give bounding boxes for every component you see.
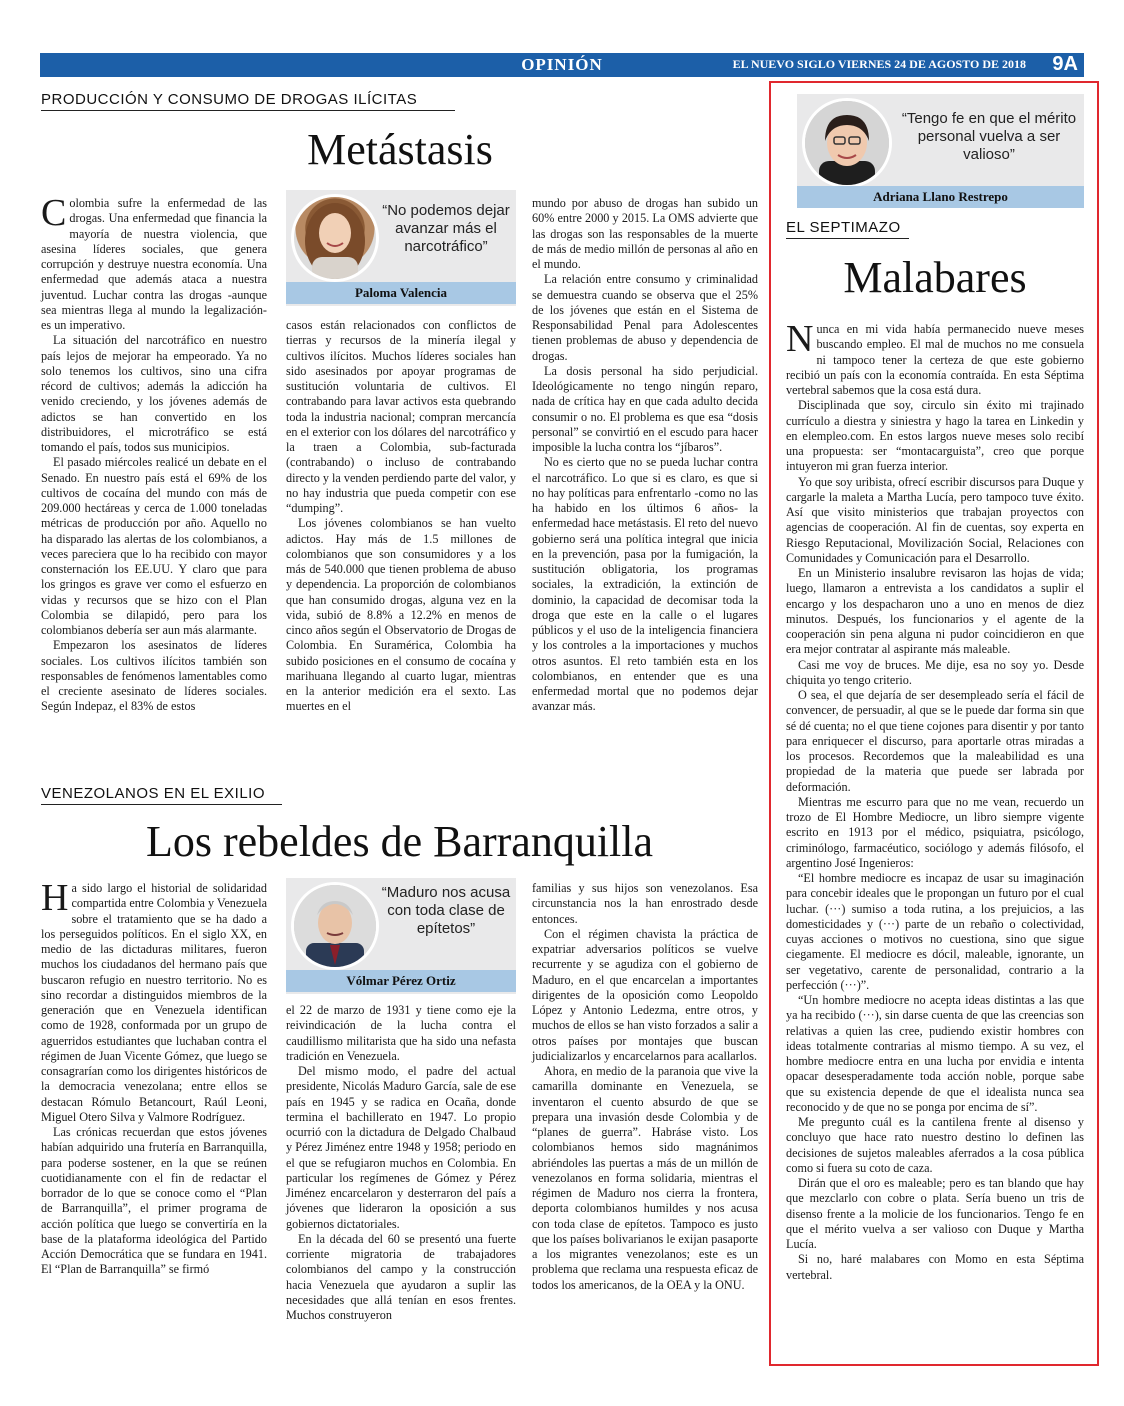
paragraph: La situación del narcotráfico en nuestro país lejos de mejorar ha empeorado. Ya no solo tenemos los cultivos, sino una cifra récord de cultivos; además la adicción ha venido creciendo, y los jóvenes además de adictos se han convertido en los distribuidores, el microtráfico se está tomando el país, todos sus municipios. xyxy=(41,333,267,454)
article1-kicker: PRODUCCIÓN Y CONSUMO DE DROGAS ILÍCITAS xyxy=(41,91,418,108)
paragraph: Yo que soy uribista, ofrecí escribir discursos para Duque y cargarle la maleta a Martha Lucía, pero tampoco tuve éxito. Así que visito ministerios que trabajan proyectos con agencias de cooperación. Al fin de cuentas, soy experta en Riesgo Reputacional, Movilización Social, Relaciones con Comunidades y Comunicación para el Desarrollo. xyxy=(786,474,1084,565)
paragraph: “Un hombre mediocre no acepta ideas distintas a las que ya ha recibido (···), sin darse cuenta de que las creencias son relativas a quien las cree, pudiendo existir hombres con ideas totalmente contrarias al mismo tiempo. A su vez, el hombre mediocre entra en una lucha por envidia e intenta opacar desesperadamente toda acción noble, porque sabe que su existencia depende de que el idealista nunca sea reconocido y de que no se ponga por encima de sí”. xyxy=(786,993,1084,1114)
article2-kicker: VENEZOLANOS EN EL EXILIO xyxy=(41,785,266,802)
paragraph: Casi me voy de bruces. Me dije, esa no soy yo. Desde chiquita yo tengo criterio. xyxy=(786,657,1084,687)
article3-headline: Malabares xyxy=(843,253,1027,302)
paragraph: familias y sus hijos son venezolanos. Esa circunstancia nos la han enrostrado desde entonces. xyxy=(532,881,758,926)
kicker-underline xyxy=(41,804,282,805)
paragraph: Si no, haré malabares con Momo en esta Séptima vertebral. xyxy=(786,1252,1084,1282)
paragraph: casos están relacionados con conflictos de tierras y recursos de la minería ilegal y cultivos ilícitos. Muchos líderes sociales han sido asesinados por apoyar programas de sustitución voluntaria de cultivos. El contrabando para lavar activos esta quebrando toda la industria nacional; compran mercancía en el exterior con los dólares del narcotráfico y la traen a Colombia, sub-facturada (contrabando) o incluso de contrabando directo y la venden perdiendo parte del valor, y no hay industria que pueda competir con ese “dumping”. xyxy=(286,318,516,515)
paragraph: Mientras me escurro para que no me vean, recuerdo un trozo de El Hombre Mediocre, un libro siempre vigente escrito en 1913 por el médico, psiquiatra, psicólogo, criminólogo, farmacéutico, sociólogo y además filósofo, el argentino José Ingenieros: xyxy=(786,794,1084,870)
dateline: EL NUEVO SIGLO VIERNES 24 DE AGOSTO DE 2018 xyxy=(732,57,1026,71)
paragraph: Disciplinada que soy, circulo sin éxito mi trajinado currículo a diestra y siniestra y hago la tarea en Linkedin y en elempleo.com. En estos largos nueve meses solo recibí una propuesta: ser “montacarguista”, creo que porque intuyeron mi gran fuerza interior. xyxy=(786,398,1084,474)
portrait-image xyxy=(294,197,376,279)
paragraph: a sido largo el historial de solidaridad compartida entre Colombia y Venezuela sobre el tratamiento que se ha dado a los perseguidos políticos. En el siglo XX, en medio de las dictaduras militares, fueron muchos los ciudadanos del hermano país que buscaron refugio en nuestro territorio. No es sino recordar a distinguidos miembros de la generación que en Venezuela identifican como de 1928, conformada por un grupo de aguerridos estudiantes que luchaban contra el régimen de Juan Vicente Gómez, que luego se consagrarían como los dirigentes históricos de la democracia venezolana; entre ellos se destacan Rómulo Betancourt, Raúl Leoni, Miguel Otero Silva y Valmore Rodríguez. xyxy=(41,881,267,1124)
portrait-image xyxy=(805,101,889,185)
paragraph: el 22 de marzo de 1931 y tiene como eje la reivindicación de la lucha contra el caudillismo militarista que ha sido una nefasta tradición en Venezuela. xyxy=(286,1003,516,1063)
author-name: Adriana Llano Restrepo xyxy=(797,186,1084,208)
pull-quote: “Maduro nos acusa con toda clase de epítetos” xyxy=(381,884,511,937)
dropcap: H xyxy=(41,877,69,919)
page-number: 9A xyxy=(1052,53,1078,75)
paragraph: mundo por abuso de drogas han subido un 60% entre 2000 y 2015. La OMS advierte que las drogas son las responsables de la muerte de más de medio millón de personas al año en el mundo. xyxy=(532,196,758,271)
section-title: OPINIÓN xyxy=(521,55,603,74)
paragraph: En un Ministerio insalubre revisaron las hojas de vida; luego, llamaron a entrevista a los candidatos a suplir el encargo y los despacharon uno a uno en menos de diez minutos. Después, los funcionarios y el agente de la cooperación sin pena alguna ni pudor coincidieron en que era mejor contratar al aspirante más maleable. xyxy=(786,566,1084,657)
author-name: Vólmar Pérez Ortiz xyxy=(286,970,516,992)
author-quote-box xyxy=(797,94,1084,208)
pull-quote: “No podemos dejar avanzar más el narcotráfico” xyxy=(382,202,510,255)
paragraph: No es cierto que no se pueda luchar contra el narcotráfico. Lo que si es claro, es que si no hay políticas para enfrentarlo -como no las ha habido en los últimos 6 años- la enfermedad hace metástasis. El reto del nuevo gobierno será una política integral que inicia en la prevención, pasa por la fumigación, la sustitución obligatoria, los programas sociales, la extradición, la extinción de dominio, la capacidad de decomisar toda la droga que este en la calle o el lugares públicos y el uso de la inteligencia financiera y los controles a la importaciones y muchos otros asuntos. El reto también esta en los colombianos, en entender que es una enfermedad mortal que no podemos dejar avanzar más. xyxy=(532,455,758,714)
author-portrait xyxy=(291,194,379,282)
dropcap: C xyxy=(41,192,67,234)
article1-column-2 xyxy=(286,318,516,715)
paragraph: Empezaron los asesinatos de líderes sociales. Los cultivos ilícitos también son responsables de fenómenos lamentables como el creciente asesinato de líderes sociales. Según Indepaz, el 83% de estos xyxy=(41,638,267,714)
portrait-image xyxy=(294,885,376,967)
paragraph: “El hombre mediocre es incapaz de usar su imaginación para concebir ideales que le propongan un futuro por el cual luchar. (···) sumiso a toda rutina, a los prejuicios, a las domesticidades y (···) parte de un rebaño o colectividad, cuyas acciones o motivos no cuestiona, sino que sigue ciegamente. El mediocre es dócil, maleable, ignorante, un ser vegetativo, carente de personalidad, contrario a la perfección (···)”. xyxy=(786,871,1084,992)
article2-column-2 xyxy=(286,1003,516,1323)
paragraph: La dosis personal ha sido perjudicial. Ideológicamente no tengo ningún reparo, nada de crítica hay en que cada adulto decida consumir o no. El problema es que esa “dosis personal” se convirtió en el escudo para hacer imposible la lucha contra los “jíbaros”. xyxy=(532,363,758,454)
paragraph: La relación entre consumo y criminalidad se demuestra cuando se observa que el 25% de los jóvenes que están en el Sistema de Responsabilidad Penal para Adolescentes tienen problemas de abuso y dependencia de drogas. xyxy=(532,272,758,363)
kicker-underline xyxy=(786,238,909,239)
paragraph: Del mismo modo, el padre del actual presidente, Nicolás Maduro García, sale de ese país en 1945 y se radica en Ocaña, donde termina el bachillerato en 1947. Lo propio ocurrió con la dictadura de Delgado Chalbaud y Pérez Jiménez entre 1948 y 1958; periodo en el que se refugiaron muchos en Colombia. En particular los regímenes de Gómez y Pérez Jiménez encarcelaron y desterraron del país a jóvenes que lideraron la oposición a sus gobiernos dictatoriales. xyxy=(286,1064,516,1231)
article2-column-1 xyxy=(41,877,267,1278)
author-quote-box xyxy=(286,190,516,306)
paragraph: Dirán que el oro es maleable; pero es tan blando que hay que mezclarlo con cobre o plata. Sería bueno un tris de disenso frente a la molicie de los funcionarios. Tengo fe en que el mérito vuelva a ser valioso con Duque y Martha Lucía. xyxy=(786,1176,1084,1251)
kicker-underline xyxy=(41,110,455,111)
paragraph: Me pregunto cuál es la cantilena frente al disenso y concluyo que hace rato nuestro destino lo definen las decisiones de sujetos maleables aferrados a la cosa pública como si fuera su coto de caza. xyxy=(786,1115,1084,1175)
paragraph: Las crónicas recuerdan que estos jóvenes habían adquirido una frutería en Barranquilla, para poderse sostener, en la que se reúnen cuotidianamente con el fin de redactar el borrador de lo que se conoce como el “Plan de Barranquilla”, el primer programa de acción política que luego se convertiría en la base de la plataforma ideológica del Partido Acción Democrática que se fundara en 1941. El “Plan de Barranquilla” se firmó xyxy=(41,1125,267,1277)
author-portrait xyxy=(291,882,379,970)
author-name: Paloma Valencia xyxy=(286,282,516,304)
section-header-bar xyxy=(40,53,1084,77)
paragraph: unca en mi vida había permanecido nueve meses buscando empleo. El mal de muchos no me consuela ni tampoco tener la certeza de que este gobierno recibió un país con la economía contraída. En esta Séptima vertebral sabemos que la cosa está dura. xyxy=(786,322,1084,397)
author-quote-box xyxy=(286,878,516,994)
paragraph: Con el régimen chavista la práctica de expatriar adversarios políticos se vuelve recurrente y se agudiza con el gobierno de Maduro, en el que encarcelan a importantes dirigentes de la oposición como Leopoldo López y Antonio Ledezma, entre otros, y muchos de ellos se han visto forzados a salir a otros países por montajes que buscan judicializarlos y encarcelarnos para acallarlos. xyxy=(532,926,758,1063)
paragraph: Los jóvenes colombianos se han vuelto adictos. Hay más de 1.5 millones de colombianos que son consumidores y a los más de 540.000 que tienen problema de abuso y dependencia. La proporción de colombianos que han consumido drogas, alguna vez en la vida, subió de 8.8% a 12.2% en menos de cinco años según el Observatorio de Drogas de Colombia. En Suramérica, Colombia ha subido posiciones en el consumo de cocaína y marihuana llegando al cuarto lugar, mientras en la anterior medición era el sexto. Las muertes en el xyxy=(286,516,516,714)
article2-column-3 xyxy=(532,881,758,1293)
article3-body xyxy=(786,318,1084,1283)
article1-column-3 xyxy=(532,196,758,715)
pull-quote: “Tengo fe en que el mérito personal vuelva a ser valioso” xyxy=(901,110,1077,163)
article3-kicker: EL SEPTIMAZO xyxy=(786,219,901,236)
paragraph: El pasado miércoles realicé un debate en el Senado. En nuestro país está el 69% de los cultivos de cocaína del mundo con más de 209.000 hectáreas y cerca de 1.000 toneladas métricas de producción por año. Aquello no ha disparado las alertas de los colombianos, a veces pareciera que lo ha recibido con mayor consternación los EE.UU. Y claro que para los gringos es grave ver como el esfuerzo en vidas y recursos que se hizo con el Plan Colombia se dilapidó, pero para los colombianos debería ser aun más alarmante. xyxy=(41,455,267,637)
paragraph: olombia sufre la enfermedad de las drogas. Una enfermedad que financia la mayoría de nuestra violencia, que asesina líderes sociales, que genera corrupción y destruye nuestra economía. Una enfermedad que además ataca a nuestra juventud. Luchar contra las drogas -aunque sea mientras llega al mundo la legalización- es un imperativo. xyxy=(41,196,267,332)
article1-headline: Metástasis xyxy=(307,125,493,174)
paragraph: O sea, el que dejaría de ser desempleado sería el fácil de convencer, de persuadir, al que se le puede dar forma sin que sé dé cuenta; no el que tiene cojones para disentir y por tanto para enriquecer el discurso, para aportarle otras miradas a los procesos. Recordemos que la maleabilidad es una propiedad de la materia que puede ser labrada por deformación. xyxy=(786,688,1084,794)
paragraph: Ahora, en medio de la paranoia que vive la camarilla dominante en Venezuela, se inventaron el cuento absurdo de que se prepara una invasión desde Colombia y de “planes de guerra”. Habráse visto. Los colombianos hemos sido magnánimos abriéndoles las puertas a más de un millón de venezolanos en forma solidaria, mientras el régimen de Maduro nos cierra la frontera, deporta colombianos humildes y nos acusa con toda clase de epítetos. Tampoco es justo que los países bolivarianos le exijan pasaporte a los migrantes venezolanos; este es un problema que reclama una respuesta eficaz de todos los americanos, de la OEA y la ONU. xyxy=(532,1064,758,1292)
author-portrait xyxy=(802,98,892,188)
dropcap: N xyxy=(786,318,814,360)
article1-column-1 xyxy=(41,192,267,715)
paragraph: En la década del 60 se presentó una fuerte corriente migratoria de trabajadores colombianos del campo y la construcción hacia Venezuela que ayudaron a suplir las necesidades que allá tenían en esos frentes. Muchos construyeron xyxy=(286,1231,516,1322)
article2-headline: Los rebeldes de Barranquilla xyxy=(145,817,654,866)
